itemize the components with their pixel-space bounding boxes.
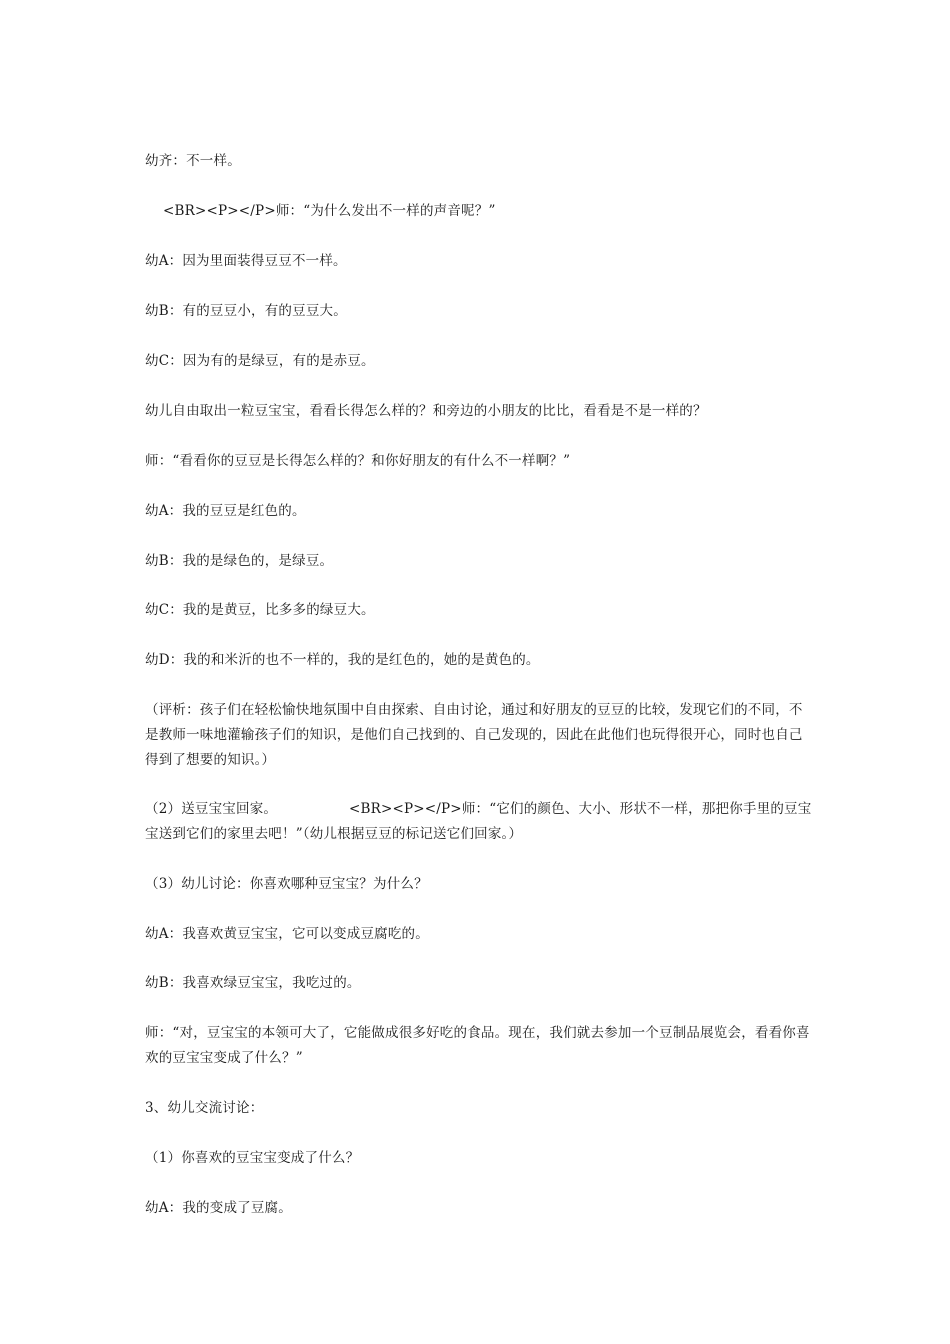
section-heading: 3、幼儿交流讨论： bbox=[145, 1100, 264, 1116]
paragraph: 幼B：有的豆豆小，有的豆豆大。 bbox=[145, 303, 347, 319]
paragraph: 幼B：我喜欢绿豆宝宝，我吃过的。 bbox=[145, 975, 361, 991]
paragraph: 师：“看看你的豆豆是长得怎么样的？和你好朋友的有什么不一样啊？” bbox=[145, 453, 571, 469]
paragraph: 师：“对，豆宝宝的本领可大了，它能做成很多好吃的食品。现在，我们就去参加一个豆制品展览会，看看你喜欢的豆宝宝变成了什么？” bbox=[145, 1025, 810, 1066]
paragraph: 幼A：我的豆豆是红色的。 bbox=[145, 503, 306, 519]
paragraph: （1）你喜欢的豆宝宝变成了什么？ bbox=[145, 1150, 360, 1166]
paragraph: 幼C：我的是黄豆，比多多的绿豆大。 bbox=[145, 602, 375, 618]
paragraph: 幼儿自由取出一粒豆宝宝，看看长得怎么样的？和旁边的小朋友的比比，看看是不是一样的？ bbox=[145, 403, 707, 419]
paragraph: <BR><P></P>师：“为什么发出不一样的声音呢？” bbox=[145, 203, 496, 219]
commentary-paragraph: （评析：孩子们在轻松愉快地氛围中自由探索、自由讨论，通过和好朋友的豆豆的比较，发现它们的不同，不是教师一味地灌输孩子们的知识，是他们自己找到的、自己发现的，因此在此他们也玩得很开心，同时也自己得到了想要的知识。） bbox=[145, 702, 803, 768]
paragraph: （2）送豆宝宝回家。 <BR><P></P>师：“它们的颜色、大小、形状不一样，那把你手里的豆宝宝送到它们的家里去吧！”（幼儿根据豆豆的标记送它们回家。） bbox=[145, 801, 812, 842]
paragraph: 幼齐：不一样。 bbox=[145, 153, 241, 169]
paragraph: 幼C：因为有的是绿豆，有的是赤豆。 bbox=[145, 353, 375, 369]
paragraph: 幼A：我喜欢黄豆宝宝，它可以变成豆腐吃的。 bbox=[145, 926, 429, 942]
paragraph: 幼A：我的变成了豆腐。 bbox=[145, 1200, 292, 1216]
paragraph: （3）幼儿讨论：你喜欢哪种豆宝宝？为什么？ bbox=[145, 876, 428, 892]
paragraph: 幼D：我的和米沂的也不一样的，我的是红色的，她的是黄色的。 bbox=[145, 652, 540, 668]
paragraph: 幼A：因为里面装得豆豆不一样。 bbox=[145, 253, 347, 269]
paragraph: 幼B：我的是绿色的，是绿豆。 bbox=[145, 553, 334, 569]
